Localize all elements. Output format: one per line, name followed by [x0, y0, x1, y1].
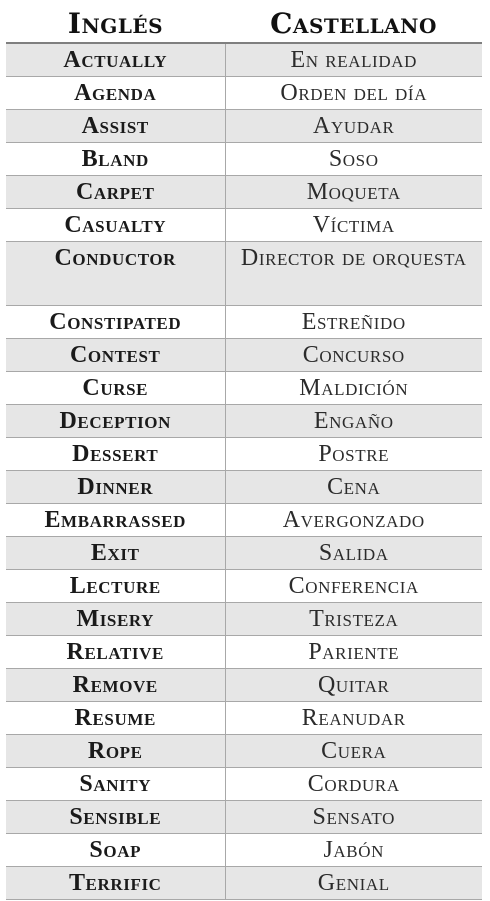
english-word: Resume [6, 702, 225, 735]
spanish-translation: Cuera [225, 735, 482, 768]
english-word: Carpet [6, 176, 225, 209]
table-row [6, 570, 482, 603]
table-row [6, 77, 482, 110]
english-word: Conductor [6, 242, 225, 306]
spanish-translation: Ayudar [225, 110, 482, 143]
english-word: Sensible [6, 801, 225, 834]
spanish-translation: Quitar [225, 669, 482, 702]
english-word: Bland [6, 143, 225, 176]
spanish-translation: Tristeza [225, 603, 482, 636]
table-body [6, 43, 482, 900]
table-row [6, 143, 482, 176]
table-row [6, 306, 482, 339]
table-row [6, 209, 482, 242]
spanish-translation: Soso [225, 143, 482, 176]
spanish-translation: Avergonzado [225, 504, 482, 537]
spanish-translation: Director de orquesta [225, 242, 482, 306]
table-row [6, 339, 482, 372]
english-word: Curse [6, 372, 225, 405]
english-word: Constipated [6, 306, 225, 339]
spanish-translation: Moqueta [225, 176, 482, 209]
table-row [6, 768, 482, 801]
spanish-translation: Reanudar [225, 702, 482, 735]
header-spanish: Castellano [225, 6, 482, 43]
header-english: Inglés [6, 6, 225, 43]
table-row [6, 43, 482, 77]
english-word: Embarrassed [6, 504, 225, 537]
table-row [6, 834, 482, 867]
vocabulary-table [6, 6, 482, 900]
english-word: Dinner [6, 471, 225, 504]
table-row [6, 636, 482, 669]
table-row [6, 504, 482, 537]
spanish-translation: Maldición [225, 372, 482, 405]
table-row [6, 405, 482, 438]
spanish-translation: Concurso [225, 339, 482, 372]
english-word: Rope [6, 735, 225, 768]
english-word: Agenda [6, 77, 225, 110]
table-row [6, 242, 482, 306]
table-row [6, 669, 482, 702]
spanish-translation: Cena [225, 471, 482, 504]
table-row [6, 867, 482, 900]
english-word: Soap [6, 834, 225, 867]
table-row [6, 603, 482, 636]
spanish-translation: Estreñido [225, 306, 482, 339]
english-word: Relative [6, 636, 225, 669]
spanish-translation: Postre [225, 438, 482, 471]
spanish-translation: Sensato [225, 801, 482, 834]
spanish-translation: Genial [225, 867, 482, 900]
spanish-translation: Engaño [225, 405, 482, 438]
spanish-translation: Conferencia [225, 570, 482, 603]
table-row [6, 176, 482, 209]
english-word: Exit [6, 537, 225, 570]
table-row [6, 735, 482, 768]
spanish-translation: En realidad [225, 43, 482, 77]
english-word: Dessert [6, 438, 225, 471]
table-row [6, 702, 482, 735]
table-row [6, 438, 482, 471]
english-word: Deception [6, 405, 225, 438]
table-row [6, 372, 482, 405]
english-word: Casualty [6, 209, 225, 242]
table-row [6, 801, 482, 834]
english-word: Sanity [6, 768, 225, 801]
spanish-translation: Jabón [225, 834, 482, 867]
english-word: Misery [6, 603, 225, 636]
table-row [6, 537, 482, 570]
vocabulary-table-container [6, 6, 482, 900]
spanish-translation: Víctima [225, 209, 482, 242]
english-word: Actually [6, 43, 225, 77]
english-word: Assist [6, 110, 225, 143]
table-header [6, 6, 482, 43]
table-row [6, 471, 482, 504]
spanish-translation: Salida [225, 537, 482, 570]
english-word: Remove [6, 669, 225, 702]
english-word: Terrific [6, 867, 225, 900]
header-row [6, 6, 482, 43]
english-word: Lecture [6, 570, 225, 603]
spanish-translation: Orden del día [225, 77, 482, 110]
english-word: Contest [6, 339, 225, 372]
spanish-translation: Pariente [225, 636, 482, 669]
spanish-translation: Cordura [225, 768, 482, 801]
table-row [6, 110, 482, 143]
